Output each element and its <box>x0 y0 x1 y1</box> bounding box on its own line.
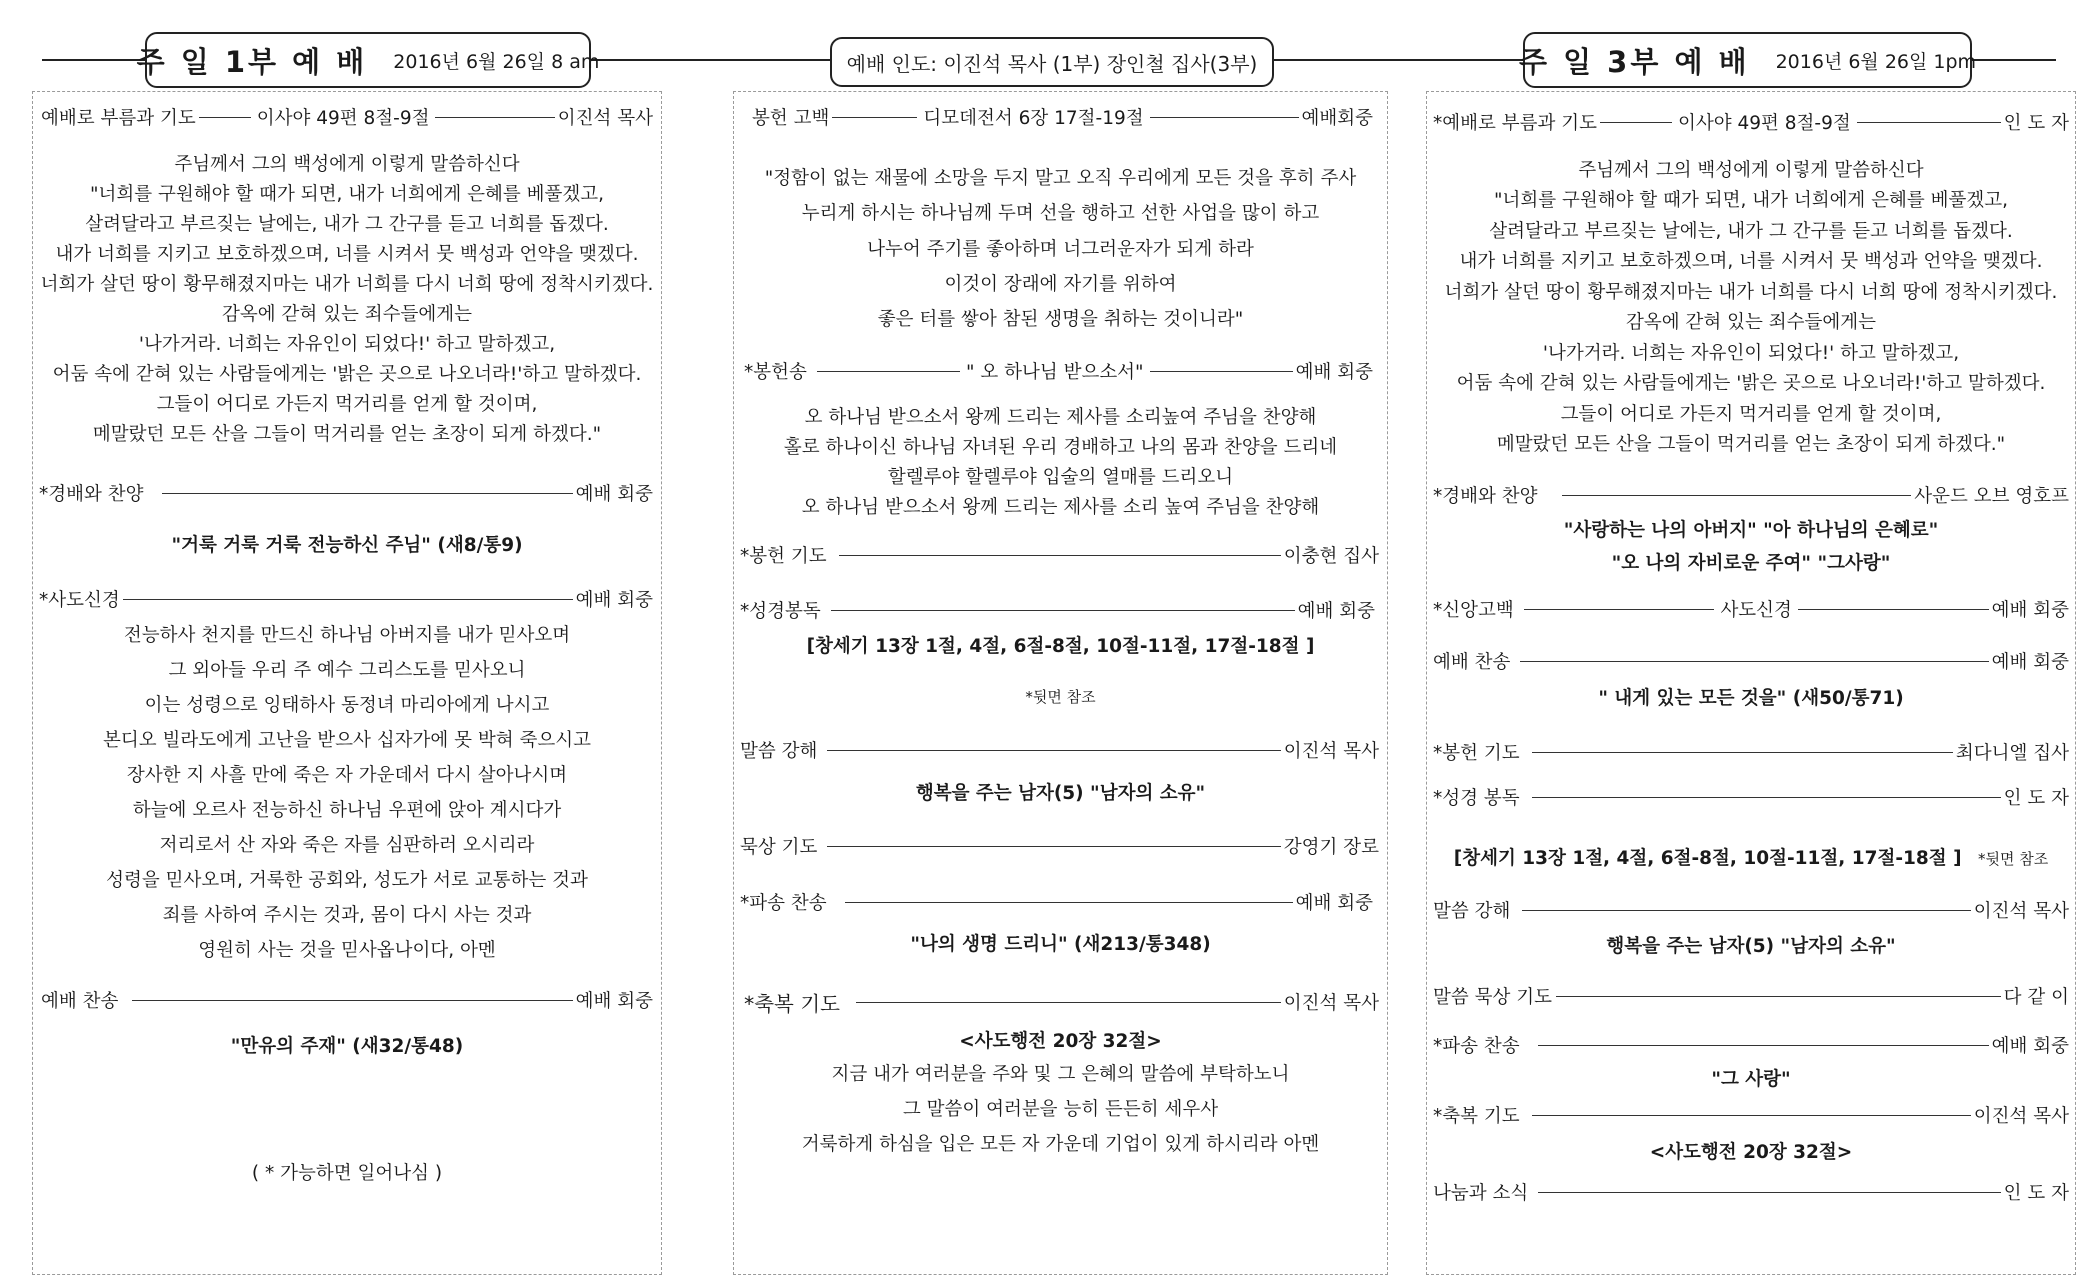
sermon-meditation-prayer-row <box>1433 983 2069 1009</box>
row-leader: 이진석 목사 <box>1283 993 1379 1014</box>
service3-header <box>1518 32 1977 88</box>
scripture-line: 내가 너희를 지키고 보호하겠으며, 너를 시켜서 뭇 백성과 언약을 맺겠다. <box>1459 251 2043 272</box>
benediction-reference: <사도행전 20장 32절> <box>959 1031 1162 1052</box>
scripture-line: 내가 너희를 지키고 보호하겠으며, 너를 시켜서 뭇 백성과 언약을 맺겠다. <box>55 244 639 265</box>
row-label: *봉헌송 <box>744 362 807 383</box>
worship-leader-header <box>830 37 1274 87</box>
row-leader: 예배 회중 <box>575 484 653 505</box>
creed-line: 하늘에 오르사 전능하신 하나님 우편에 앉아 계시다가 <box>132 800 562 821</box>
song-line: 홀로 하나이신 하나님 자녀된 우리 경배하고 나의 몸과 찬양을 드리네 <box>783 437 1338 458</box>
row-leader: 예배 회중 <box>1297 601 1375 622</box>
scripture-line: 너희가 살던 땅이 황무해졌지마는 내가 너희를 다시 너희 땅에 정착시키겠다. <box>40 274 654 295</box>
scripture-line: "너희를 구원해야 할 때가 되면, 내가 너희에게 은혜를 베풀겠고, <box>1493 190 2009 211</box>
row-leader: 예배 회중 <box>575 590 653 611</box>
creed-line: 성령을 믿사오며, 거룩한 공회와, 성도가 서로 교통하는 것과 <box>106 870 588 891</box>
see-back-note: *뒷면 참조 <box>1025 688 1096 706</box>
row-label: 말씀 강해 <box>1433 901 1511 922</box>
row-label: *예배로 부름과 기도 <box>1433 113 1597 134</box>
row-leader: 인 도 자 <box>2003 1183 2069 1204</box>
scripture-line: 누리게 하시는 하나님께 두며 선을 행하고 선한 사업을 많이 하고 <box>801 203 1320 224</box>
scripture-line: 너희가 살던 땅이 황무해졌지마는 내가 너희를 다시 너희 땅에 정착시키겠다. <box>1444 282 2058 303</box>
service1-column <box>32 91 662 1275</box>
header-rule-right-inner <box>1270 59 1523 61</box>
scripture-line: 그들이 어디로 가든지 먹거리를 얻게 할 것이며, <box>156 394 538 415</box>
center-column <box>733 91 1388 1275</box>
scripture-line: 어둠 속에 갇혀 있는 사람들에게는 '밝은 곳으로 나오너라!'하고 말하겠다. <box>52 364 642 385</box>
confession-of-faith-row <box>1433 596 2069 622</box>
service1-title: 주 일 1부 예 배 <box>136 44 368 79</box>
worship-hymn-row <box>41 987 653 1013</box>
header-rule-left-inner <box>587 59 830 61</box>
row-label: *사도신경 <box>39 590 120 611</box>
song-line: 할렐루야 할렐루야 입술의 열매를 드리오니 <box>887 467 1234 488</box>
row-reference: 이사야 49편 8절-9절 <box>1677 113 1851 134</box>
call-to-worship-row <box>41 104 653 130</box>
hymn-title: "만유의 주재" (새32/통48) <box>230 1036 464 1057</box>
song-line: 오 하나님 받으소서 왕께 드리는 제사를 소리 높여 주님을 찬양해 <box>801 497 1320 518</box>
benediction-row <box>1433 1102 2069 1128</box>
praise-songs: "사랑하는 나의 아버지" "아 하나님의 은혜로" <box>1563 520 1939 541</box>
sermon-title: 행복을 주는 남자(5) "남자의 소유" <box>1606 936 1896 957</box>
creed-line: 전능하사 천지를 만드신 하나님 아버지를 내가 믿사오며 <box>123 625 571 646</box>
row-label: 묵상 기도 <box>740 837 818 858</box>
service1-date: 2016년 6월 26일 8 am <box>393 50 600 73</box>
row-reference: 이사야 49편 8절-9절 <box>256 108 430 129</box>
service3-column <box>1426 91 2076 1275</box>
row-label: *신앙고백 <box>1433 600 1514 621</box>
creed-line: 저리로서 산 자와 죽은 자를 심판하러 오시리라 <box>159 835 535 856</box>
row-label: *성경 봉독 <box>1433 788 1520 809</box>
creed-line: 죄를 사하여 주시는 것과, 몸이 다시 사는 것과 <box>162 905 532 926</box>
row-label: *파송 찬송 <box>1433 1036 1520 1057</box>
row-leader: 예배 회중 <box>1295 893 1373 914</box>
benediction-line: 지금 내가 여러분을 주와 및 그 은혜의 말씀에 부탁하노니 <box>831 1064 1290 1085</box>
scripture-line: 감옥에 갇혀 있는 죄수들에게는 <box>1626 312 1876 333</box>
scripture-line: 이것이 장래에 자기를 위하여 <box>944 274 1177 295</box>
row-label: *축복 기도 <box>744 992 840 1016</box>
hymn-title: "거룩 거룩 거룩 전능하신 주님" (새8/통9) <box>171 535 523 556</box>
benediction-row <box>744 987 1379 1017</box>
row-leader: 이충현 집사 <box>1283 546 1379 567</box>
offering-confession-row <box>752 104 1373 130</box>
scripture-line: "정함이 없는 재물에 소망을 두지 말고 오직 우리에게 모든 것을 후히 주사 <box>764 168 1357 189</box>
hymn-title: "나의 생명 드리니" (새213/통348) <box>910 934 1211 955</box>
scripture-line: 그들이 어디로 가든지 먹거리를 얻게 할 것이며, <box>1560 404 1942 425</box>
call-to-worship-row <box>1433 109 2069 135</box>
row-leader: 강영기 장로 <box>1283 837 1379 858</box>
row-leader: 이진석 목사 <box>1973 901 2069 922</box>
creed-line: 이는 성령으로 잉태하사 동정녀 마리아에게 나시고 <box>144 695 550 716</box>
offering-song-row <box>744 358 1373 384</box>
scripture-line: 주님께서 그의 백성에게 이렇게 말씀하신다 <box>174 154 520 175</box>
announcements-row <box>1433 1179 2069 1205</box>
row-label: 말씀 묵상 기도 <box>1433 987 1552 1008</box>
bible-reading-row <box>740 597 1375 623</box>
scripture-line: 살려달라고 부르짖는 날에는, 내가 그 간구를 듣고 너희를 돕겠다. <box>1489 221 2013 242</box>
bible-reading-row <box>1433 784 2069 810</box>
row-leader: 이진석 목사 <box>1973 1106 2069 1127</box>
benediction-line: 그 말씀이 여러분을 능히 든든히 세우사 <box>902 1099 1219 1120</box>
scripture-line: 나누어 주기를 좋아하며 너그러운자가 되게 하라 <box>867 239 1254 260</box>
worship-leader-text: 예배 인도: 이진석 목사 (1부) 장인철 집사(3부) <box>846 51 1258 76</box>
row-label: 말씀 강해 <box>740 741 818 762</box>
row-reference: 디모데전서 6장 17절-19절 <box>923 108 1144 129</box>
row-leader: 예배 회중 <box>1991 600 2069 621</box>
scripture-line: 어둠 속에 갇혀 있는 사람들에게는 '밝은 곳으로 나오너라!'하고 말하겠다. <box>1456 373 2046 394</box>
header-rule-left-outer <box>42 59 145 61</box>
row-leader: 이진석 목사 <box>1283 741 1379 762</box>
praise-worship-row <box>1433 482 2069 508</box>
row-leader: 사운드 오브 영호프 <box>1914 486 2069 507</box>
creed-line: 본디오 빌라도에게 고난을 받으사 십자가에 못 박혀 죽으시고 <box>103 730 591 751</box>
hymn-title: "그 사랑" <box>1711 1069 1791 1090</box>
row-label: 나눔과 소식 <box>1433 1183 1529 1204</box>
creed-line: 영원히 사는 것을 믿사옵나이다, 아멘 <box>198 940 496 961</box>
service3-title: 주 일 3부 예 배 <box>1518 44 1750 79</box>
sending-hymn-row <box>740 889 1373 915</box>
scripture-line: 메말랐던 모든 산을 그들이 먹거리를 얻는 초장이 되게 하겠다." <box>92 424 602 445</box>
row-label: *성경봉독 <box>740 601 821 622</box>
service3-date: 2016년 6월 26일 1pm <box>1775 50 1977 73</box>
header-rule-right-outer <box>1968 59 2056 61</box>
row-leader: 예배 회중 <box>1991 1036 2069 1057</box>
scripture-line: 살려달라고 부르짖는 날에는, 내가 그 간구를 듣고 너희를 돕겠다. <box>85 214 609 235</box>
meditation-prayer-row <box>740 833 1379 859</box>
offering-prayer-row <box>1433 739 2069 765</box>
row-leader: 예배회중 <box>1301 108 1373 129</box>
row-leader: 예배 회중 <box>575 991 653 1012</box>
row-leader: 예배 회중 <box>1295 362 1374 383</box>
song-line: 오 하나님 받으소서 왕께 드리는 제사를 소리높여 주님을 찬양해 <box>804 407 1317 428</box>
sermon-row <box>740 737 1379 763</box>
bible-passage <box>1427 844 2075 870</box>
sending-hymn-row <box>1433 1032 2069 1058</box>
sermon-title: 행복을 주는 남자(5) "남자의 소유" <box>915 783 1206 804</box>
row-label: *파송 찬송 <box>740 893 827 914</box>
praise-worship-row <box>39 480 653 506</box>
row-label: *축복 기도 <box>1433 1106 1520 1127</box>
bible-passage-text: [창세기 13장 1절, 4절, 6절-8절, 10절-11절, 17절-18절 ] <box>1453 848 1962 869</box>
benediction-reference: <사도행전 20장 32절> <box>1649 1142 1853 1163</box>
sermon-row <box>1433 897 2069 923</box>
row-leader: 다 같 이 <box>2003 987 2069 1008</box>
row-leader: 인 도 자 <box>2003 788 2069 809</box>
row-label: 예배 찬송 <box>41 991 119 1012</box>
row-leader: 인 도 자 <box>2003 113 2069 134</box>
scripture-line: "너희를 구원해야 할 때가 되면, 내가 너희에게 은혜를 베풀겠고, <box>89 184 605 205</box>
hymn-title: " 내게 있는 모든 것을" (새50/통71) <box>1598 688 1904 709</box>
row-label: 봉헌 고백 <box>752 108 830 129</box>
scripture-line: 좋은 터를 쌓아 참된 생명을 취하는 것이니라" <box>877 309 1244 330</box>
row-reference: " 오 하나님 받으소서" <box>965 362 1144 383</box>
scripture-line: '나가거라. 너희는 자유인이 되었다!' 하고 말하겠고, <box>1542 343 1960 364</box>
praise-songs: "오 나의 자비로운 주여" "그사랑" <box>1611 553 1891 574</box>
creed-line: 장사한 지 사흘 만에 죽은 자 가운데서 다시 살아나시며 <box>126 765 568 786</box>
row-label: 예배 찬송 <box>1433 652 1511 673</box>
scripture-line: 감옥에 갇혀 있는 죄수들에게는 <box>222 304 472 325</box>
standing-note: ( * 가능하면 일어나심 ) <box>251 1163 443 1184</box>
row-label: *경배와 찬양 <box>1433 486 1538 507</box>
creed-line: 그 외아들 우리 주 예수 그리스도를 믿사오니 <box>168 660 526 681</box>
row-label: 예배로 부름과 기도 <box>41 108 196 129</box>
worship-hymn-row <box>1433 648 2069 674</box>
row-leader: 이진석 목사 <box>557 108 653 129</box>
scripture-line: 주님께서 그의 백성에게 이렇게 말씀하신다 <box>1578 160 1924 181</box>
row-label: *봉헌 기도 <box>1433 743 1520 764</box>
bible-passage: [창세기 13장 1절, 4절, 6절-8절, 10절-11절, 17절-18절 ] <box>806 636 1315 657</box>
scripture-line: 메말랐던 모든 산을 그들이 먹거리를 얻는 초장이 되게 하겠다." <box>1496 434 2006 455</box>
scripture-line: '나가거라. 너희는 자유인이 되었다!' 하고 말하겠고, <box>138 334 556 355</box>
service1-header <box>136 32 600 88</box>
row-reference: 사도신경 <box>1720 600 1792 621</box>
see-back-note: *뒷면 참조 <box>1978 850 2049 868</box>
offering-prayer-row <box>740 542 1379 568</box>
apostles-creed-row <box>39 586 653 612</box>
row-label: *봉헌 기도 <box>740 546 827 567</box>
benediction-line: 거룩하게 하심을 입은 모든 자 가운데 기업이 있게 하시리라 아멘 <box>801 1134 1320 1155</box>
row-label: *경배와 찬양 <box>39 484 144 505</box>
row-leader: 최다니엘 집사 <box>1955 743 2069 764</box>
row-leader: 예배 회중 <box>1991 652 2069 673</box>
